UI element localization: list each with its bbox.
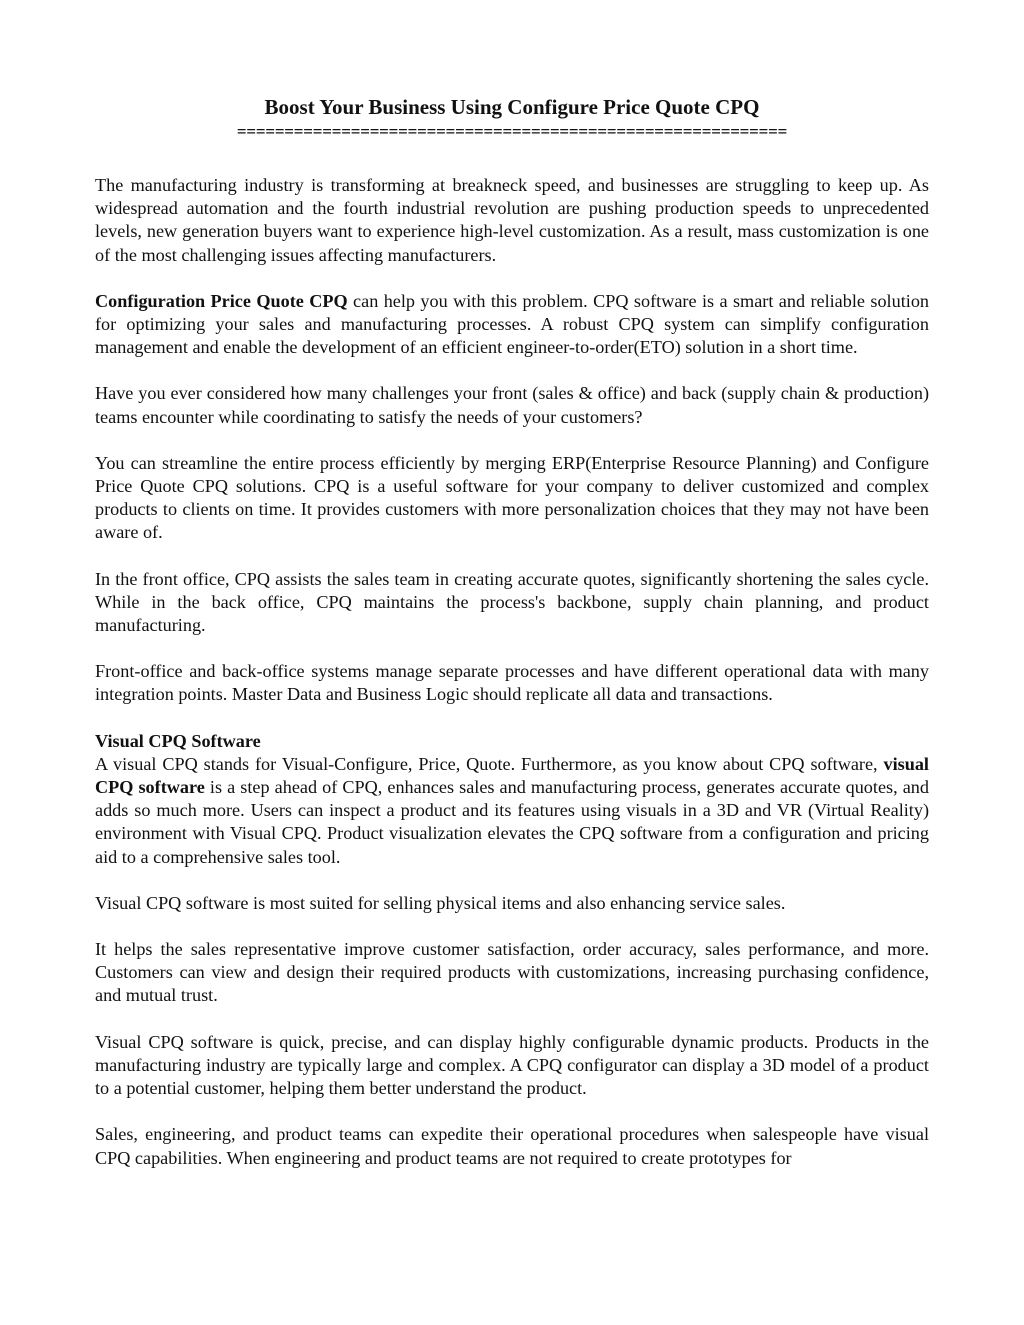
section-heading-text: Visual CPQ Software (95, 730, 261, 751)
paragraph-physical-items: Visual CPQ software is most suited for selling physical items and also enhancing service sales. (95, 892, 786, 913)
paragraph-erp-merge: You can streamline the entire process efficiently by merging ERP(Enterprise Resource Planning) and Configure Price Quote CPQ solutions. CPQ is a useful software for your company to deliver customized and complex products to clients on time. It provides customers with more personalization choices that they may not have been aware of. (95, 452, 929, 543)
bold-link-text-visual-cpq-software: visual CPQ software (95, 753, 929, 798)
paragraph-front-back-office: In the front office, CPQ assists the sales team in creating accurate quotes, significantly shortening the sales cycle. While in the back office, CPQ maintains the process's backbone, supply chain planning, and product manufacturing. (95, 568, 929, 636)
paragraph-teams: Sales, engineering, and product teams can expedite their operational procedures when salespeople have visual CPQ capabilities. When engineering and product teams are not required to create prototypes for (95, 1124, 929, 1168)
paragraph-systems: Front-office and back-office systems manage separate processes and have different operational data with many integration points. Master Data and Business Logic should replicate all data and transactions. (95, 661, 929, 705)
paragraph-text: is a step ahead of CPQ, enhances sales and manufacturing process, generates accurate quotes, and adds so much more. Users can inspect a product and its features using visuals in a 3D and VR (Virtual Reality) environment with Visual CPQ. Product visualization elevates the CPQ software from a configuration and pricing aid to a comprehensive sales tool. (95, 777, 929, 867)
bold-link-text-configuration-price-quote: Configuration Price Quote CPQ (95, 290, 348, 311)
paragraph-challenges: Have you ever considered how many challenges your front (sales & office) and back (supply chain & production) teams encounter while coordinating to satisfy the needs of your customers? (95, 383, 929, 427)
paragraph-intro: The manufacturing industry is transforming at breakneck speed, and businesses are struggling to keep up. As widespread automation and the fourth industrial revolution are pushing production speeds to unprecedented levels, new generation buyers want to experience high-level customization. As a result, mass customization is one of the most challenging issues affecting manufacturers. (95, 175, 929, 265)
document-page (95, 92, 929, 1170)
paragraph-text: can help you with this problem. CPQ software is a smart and reliable solution for optimizing your sales and manufacturing processes. A robust CPQ system can simplify configuration management and enable the development of an efficient engineer-to-order(ETO) solution in a short time. (95, 290, 930, 358)
paragraph-cpq-solution (95, 290, 929, 360)
section-heading-visual-cpq (95, 730, 929, 753)
paragraph-text: A visual CPQ stands for Visual-Configure, Price, Quote. Furthermore, as you know about CPQ software, (95, 753, 884, 774)
paragraph-quick-precise: Visual CPQ software is quick, precise, and can display highly configurable dynamic products. Products in the manufacturing industry are typically large and complex. A CPQ configurator can display a 3D model of a product to a potential customer, helping them better understand the product. (95, 1031, 929, 1099)
paragraph-sales-rep: It helps the sales representative improve customer satisfaction, order accuracy, sales performance, and more. Customers can view and design their required products with customizations, increasing purchasing confidence, and mutual trust. (95, 939, 929, 1006)
paragraph-visual-cpq (95, 753, 929, 869)
page-title: Boost Your Business Using Configure Price Quote CPQ (264, 95, 760, 119)
title-underline-rule: ========================================================== (236, 122, 788, 141)
